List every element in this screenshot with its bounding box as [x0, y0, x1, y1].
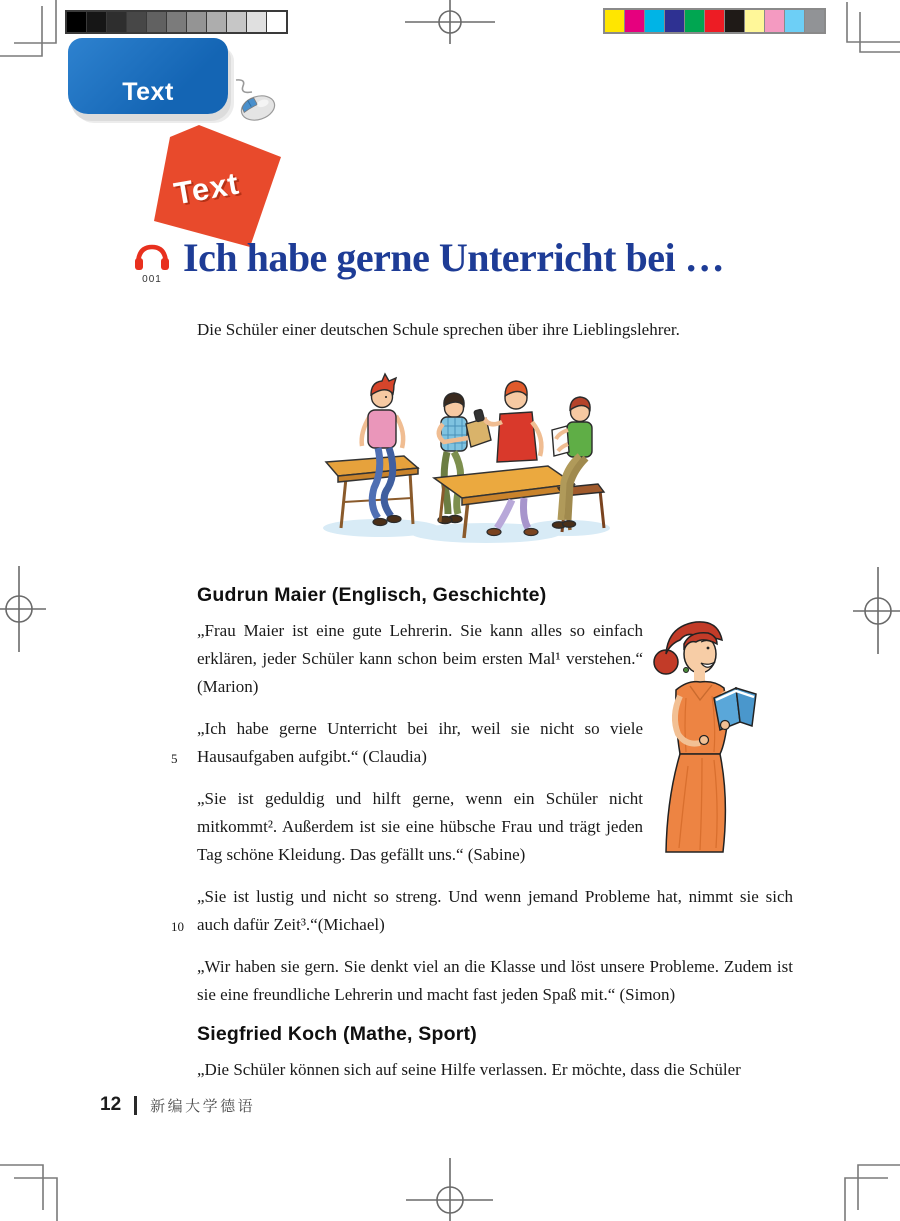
book-title: 新编大学德语: [150, 1097, 256, 1115]
page-number: 12: [100, 1094, 122, 1115]
line-number: 5: [171, 751, 178, 766]
chapter-tab-label: Text: [122, 78, 174, 106]
paragraph-text: „Sie ist geduldig und hilft gerne, wenn ein Schüler nicht mitkommt². Außerdem ist sie eine hübsche Frau und trägt jeden Tag schöne Kleidung. Das gefällt uns.“ (Sabine): [197, 789, 643, 864]
paragraph-text: „Wir haben sie gern. Sie denkt viel an die Klasse und löst unsere Probleme. Zudem ist sie eine freundliche Lehrerin und macht fast jeden Spaß mit.“ (Simon): [197, 957, 793, 1004]
paragraph: [197, 953, 793, 1009]
text-column: [171, 584, 793, 1098]
color-calibration-bar: [603, 8, 826, 34]
paragraph-text: „Die Schüler können sich auf seine Hilfe verlassen. Er möchte, dass die Schüler: [197, 1060, 741, 1079]
paragraph: [171, 883, 793, 939]
paragraph-text: „Sie ist lustig und nicht so streng. Und wenn jemand Probleme hat, nimmt sie sich auch dafür Zeit³.“(Michael): [197, 887, 793, 934]
paragraph: [197, 617, 643, 701]
paragraph: [197, 785, 643, 869]
chapter-tab: [68, 38, 228, 114]
page-footer: [100, 1094, 255, 1116]
paragraph: [171, 715, 643, 771]
audio-track: [131, 243, 173, 285]
students-illustration: [316, 370, 621, 548]
footer-divider: [134, 1096, 137, 1115]
headphones-icon: [134, 243, 170, 271]
section-stamp-label: Text: [171, 165, 242, 212]
section-heading: Siegfried Koch (Mathe, Sport): [197, 1023, 477, 1045]
paragraph: [197, 1056, 793, 1084]
paragraph-text: „Ich habe gerne Unterricht bei ihr, weil sie nicht so viele Hausaufgaben aufgibt.“ (Claudia): [197, 719, 643, 766]
paragraph-text: „Frau Maier ist eine gute Lehrerin. Sie kann alles so einfach erklären, jeder Schüler kann schon beim ersten Mal¹ verstehen.“ (Marion): [197, 621, 643, 696]
section-heading: Gudrun Maier (Englisch, Geschichte): [197, 584, 547, 606]
grayscale-calibration-bar: [65, 10, 288, 34]
intro-text: Die Schüler einer deutschen Schule sprechen über ihre Lieblingslehrer.: [197, 320, 680, 339]
audio-track-number: 001: [142, 274, 162, 285]
page-title: Ich habe gerne Unterricht bei …: [183, 235, 725, 280]
line-number: 10: [171, 919, 184, 934]
